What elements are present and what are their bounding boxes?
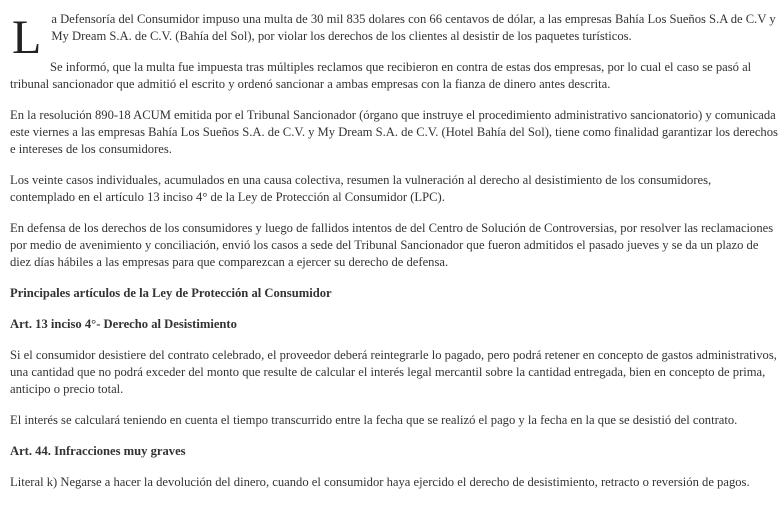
heading-main-articles: Principales artículos de la Ley de Protección al Consumidor bbox=[10, 286, 332, 300]
heading-article-44: Art. 44. Infracciones muy graves bbox=[10, 444, 186, 458]
paragraph-cases: Los veinte casos individuales, acumulados en una causa colectiva, resumen la vulneración al derecho al desistimiento de los consumidores, contemplado en el artículo 13 inciso 4° de la Ley de Protección al Consumidor (LPC). bbox=[10, 173, 712, 204]
paragraph-interest: El interés se calculará teniendo en cuenta el tiempo transcurrido entre la fecha que se realizó el pago y la fecha en la que se desistió del contrato. bbox=[10, 413, 738, 427]
paragraph-defense: En defensa de los derechos de los consumidores y luego de fallidos intentos de del Centro de Solución de Controversias, por resolver las reclamaciones por medio de avenimiento y conciliación, envió los casos a sede del Tribunal Sancionador que fueron admitidos el pasado jueves y se da un plazo de diez días hábiles a las empresas para que comparezcan a ejercer su derecho de defensa. bbox=[10, 221, 774, 269]
drop-cap: L bbox=[12, 11, 42, 64]
paragraph-literal-k: Literal k) Negarse a hacer la devolución del dinero, cuando el consumidor haya ejercido el derecho de desistimiento, retracto o reversión de pagos. bbox=[10, 475, 750, 489]
lead-paragraph-text: a Defensoría del Consumidor impuso una multa de 30 mil 835 dolares con 66 centavos de dólar, a las empresas Bahía Los Sueños S.A de C.V y My Dream S.A. de C.V. (Bahía del Sol), por violar los derechos de los clientes al desistir de los paquetes turísticos. bbox=[51, 12, 776, 43]
paragraph-desist: Si el consumidor desistiere del contrato celebrado, el proveedor deberá reintegrarle lo pagado, pero podrá retener en concepto de gastos administrativos, una cantidad que no podrá exceder del monto que resulte de calcular el interés legal mercantil sobre la cantidad entregada, bien en concepto de prima, anticipo o precio total. bbox=[10, 348, 777, 396]
article-body bbox=[10, 11, 778, 505]
heading-article-13: Art. 13 inciso 4°- Derecho al Desistimiento bbox=[10, 317, 237, 331]
paragraph-fine-info: Se informó, que la multa fue impuesta tras múltiples reclamos que recibieron en contra de estas dos empresas, por lo cual el caso se pasó al tribunal sancionador que admitió el escrito y ordenó sancionar a ambas empresas con la fianza de dinero antes descrita. bbox=[10, 60, 752, 91]
paragraph-resolution: En la resolución 890-18 ACUM emitida por el Tribunal Sancionador (órgano que instruye el procedimiento administrativo sancionatorio) y comunicada este viernes a las empresas Bahía Los Sueños S.A. de C.V. y My Dream S.A. de C.V. (Hotel Bahía del Sol), tiene como finalidad garantizar los derechos e intereses de los consumidores. bbox=[10, 108, 778, 156]
lead-paragraph bbox=[10, 11, 778, 64]
